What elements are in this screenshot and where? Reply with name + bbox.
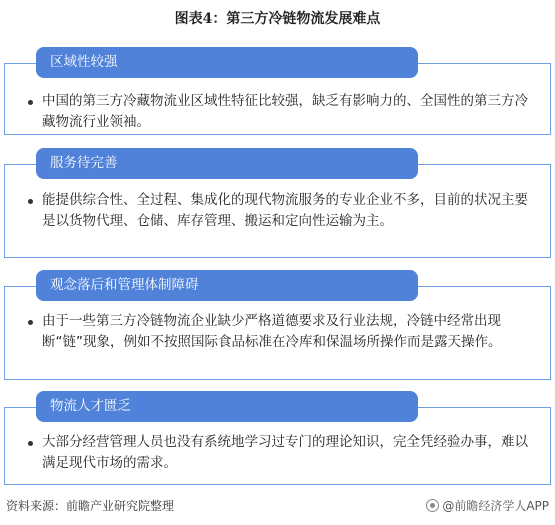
card-text <box>30 311 531 353</box>
card-header: 物流人才匮乏 <box>36 391 418 422</box>
brand-credit <box>426 497 549 514</box>
bullet-dot-icon <box>28 441 33 446</box>
brand-logo-icon <box>426 499 439 512</box>
card-body-text: 大部分经营管理人员也没有系统地学习过专门的理论知识，完全凭经验办事，难以满足现代市场的需求。 <box>42 434 528 471</box>
difficulty-card-management <box>4 270 551 380</box>
bullet-dot-icon <box>28 199 33 204</box>
bullet-dot-icon <box>28 320 33 325</box>
card-body-text: 由于一些第三方冷链物流企业缺少严格道德要求及行业法规，冷链中经常出现断“链”现象，例如不按照国际食品标准在冷库和保温场所操作而是露天操作。 <box>42 313 502 350</box>
card-body-text: 中国的第三方冷藏物流业区域性特征比较强，缺乏有影响力的、全国性的第三方冷藏物流行业领袖。 <box>42 93 528 130</box>
difficulty-card-regional <box>4 47 551 135</box>
difficulty-card-service <box>4 148 551 258</box>
card-header: 服务待完善 <box>36 148 418 179</box>
card-text <box>30 91 531 133</box>
source-note: 资料来源：前瞻产业研究院整理 <box>6 499 175 513</box>
page-title: 图表4：第三方冷链物流发展难点 <box>174 11 381 27</box>
card-header: 区域性较强 <box>36 47 418 78</box>
brand-label: @前瞻经济学人APP <box>442 499 549 513</box>
card-header: 观念落后和管理体制障碍 <box>36 270 418 301</box>
bullet-dot-icon <box>28 100 33 105</box>
difficulty-card-talent <box>4 391 551 485</box>
card-text <box>30 432 531 474</box>
card-body-text: 能提供综合性、全过程、集成化的现代物流服务的专业企业不多，目前的状况主要是以货物代理、仓储、库存管理、搬运和定向性运输为主。 <box>42 192 528 229</box>
card-text <box>30 190 531 232</box>
